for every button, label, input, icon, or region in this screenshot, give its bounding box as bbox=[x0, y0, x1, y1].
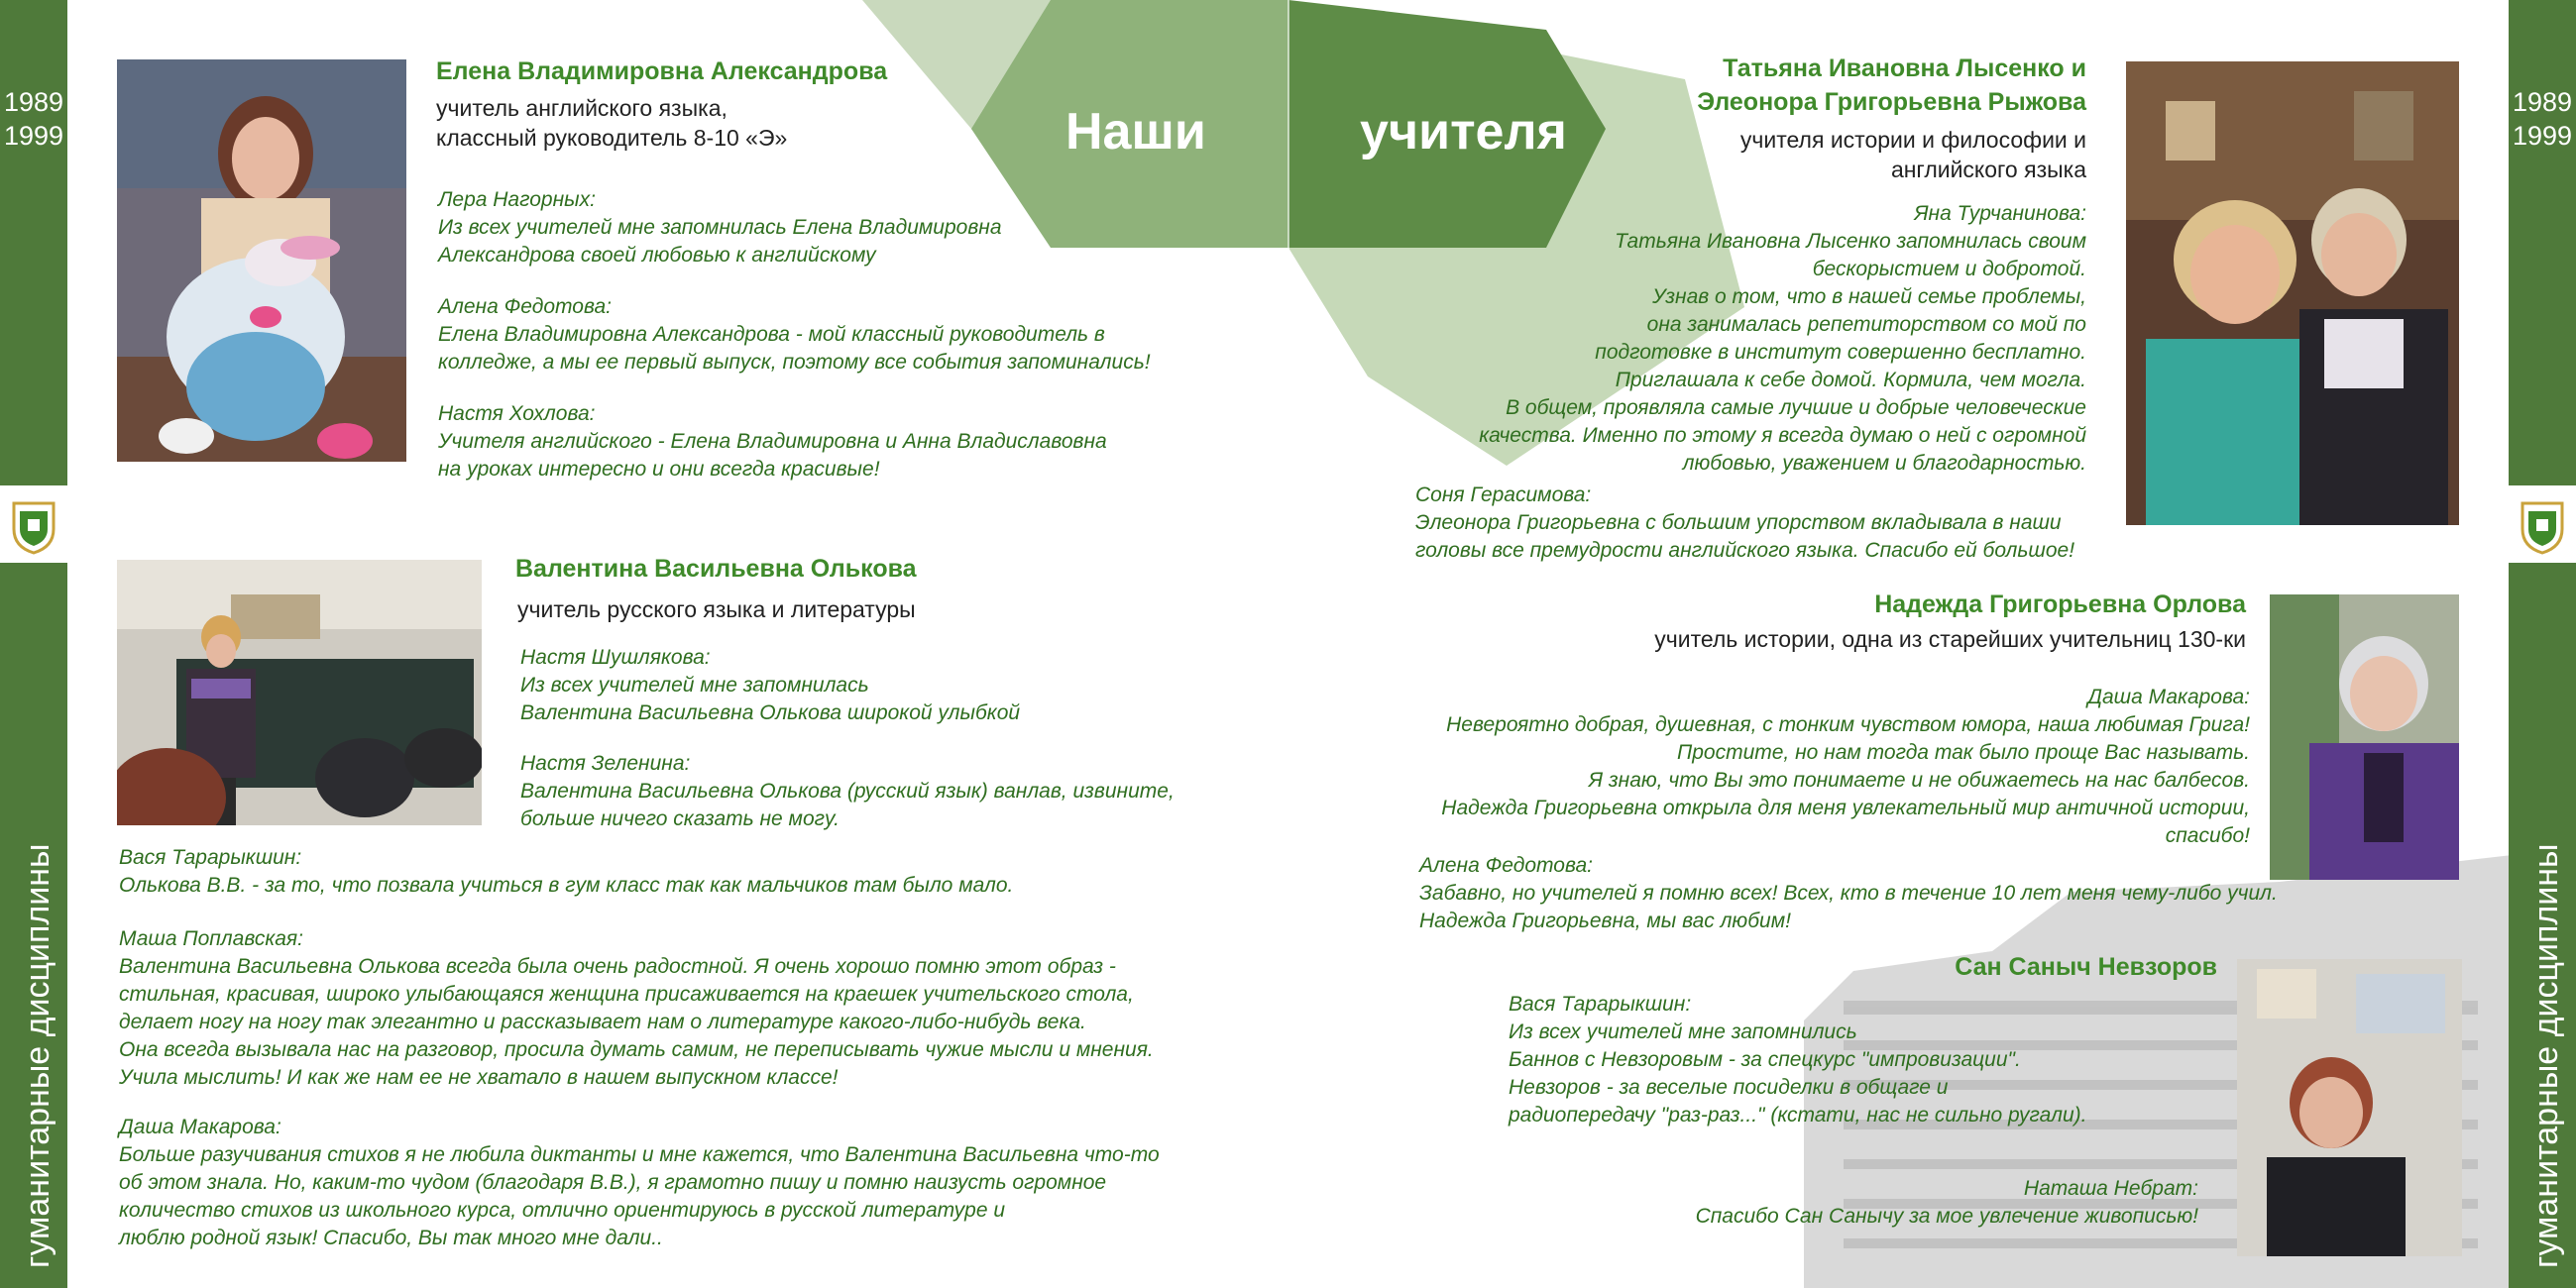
role-line: учитель русского языка и литературы bbox=[517, 596, 916, 622]
quote-gerasimova bbox=[1415, 482, 2074, 565]
quote-text: Татьяна Ивановна Лысенко запомнилась своим бескорыстием и добротой. Узнав о том, что в нашей семье проблемы, она занималась репетиторством со мой по подготовке в институт совершенно бесплатно. Приглашала к себе домой. Кормила, чем могла. В общем, проявляла самые лучшие и добрые человеческие качества. Именно по этому я всегда думаю о ней с огромной любовью, уважением и благодарностью. bbox=[1479, 230, 2086, 475]
teacher-name-nevzorov: Сан Саныч Невзоров bbox=[1955, 953, 2217, 981]
teacher-role-olkova bbox=[517, 594, 916, 624]
teacher-role-lysenko-ryzhova bbox=[1586, 125, 2086, 184]
section-title: гуманитарные дисциплины bbox=[19, 843, 56, 1268]
role-line: классный руководитель 8-10 «Э» bbox=[436, 125, 788, 151]
quote-author: Соня Герасимова: bbox=[1415, 483, 1592, 506]
year-start: 1989 bbox=[3, 87, 64, 117]
teacher-role-orlova bbox=[1487, 624, 2246, 654]
sidebar-band-top bbox=[0, 0, 67, 485]
page-title-right: учителя bbox=[1360, 103, 1567, 161]
quote-author: Вася Тарарыкшин: bbox=[1509, 993, 1692, 1016]
quote-poplavskaya bbox=[119, 925, 1154, 1092]
quote-author: Яна Турчанинова: bbox=[1914, 202, 2086, 225]
quote-text: Из всех учителей мне запомнились Баннов с Невзоровым - за спецкурс "импровизации". Невзоров - за веселые посиделки в общаге и радиопередачу "раз-раз..." (кстати, нас не сильно ругали). bbox=[1509, 1020, 2087, 1127]
quote-author: Лера Нагорных: bbox=[438, 188, 596, 211]
year-start: 1989 bbox=[2512, 87, 2573, 117]
right-sidebar bbox=[2509, 0, 2576, 1288]
quote-author: Вася Тарарыкшин: bbox=[119, 846, 302, 869]
years-label bbox=[0, 85, 67, 153]
role-line: английского языка bbox=[1890, 157, 2086, 182]
role-line: учитель истории, одна из старейших учительниц 130-ки bbox=[1654, 626, 2246, 652]
year-end: 1999 bbox=[3, 121, 64, 151]
quote-text: Элеонора Григорьевна с большим упорством вкладывала в наши головы все премудрости английского языка. Спасибо ей большое! bbox=[1415, 511, 2075, 562]
quote-nagornykh bbox=[438, 186, 1002, 269]
school-emblem-icon bbox=[2519, 495, 2566, 555]
quote-author: Настя Шушлякова: bbox=[520, 646, 711, 669]
quote-makarova-1 bbox=[119, 1114, 1160, 1252]
quote-shushlyakova bbox=[520, 644, 1020, 727]
quote-text: Валентина Васильевна Олькова (русский язык) ванлав, извините, больше ничего сказать не могу. bbox=[520, 780, 1175, 830]
quote-text: Учителя английского - Елена Владимировна и Анна Владиславовна на уроках интересно и они всегда красивые! bbox=[438, 430, 1107, 481]
quote-text: Олькова В.В. - за то, что позвала учиться в гум класс так как мальчиков там было мало. bbox=[119, 874, 1014, 897]
teacher-photo-orlova bbox=[2270, 594, 2459, 880]
quote-text: Елена Владимировна Александрова - мой классный руководитель в колледже, а мы ее первый выпуск, поэтому все события запоминались! bbox=[438, 323, 1151, 374]
teacher-name-orlova: Надежда Григорьевна Орлова bbox=[1874, 590, 2246, 618]
teacher-role-alexandrova bbox=[436, 93, 787, 153]
quote-khokhlova bbox=[438, 400, 1107, 483]
teacher-name-lysenko-ryzhova: Татьяна Ивановна Лысенко и Элеонора Григорьевна Рыжова bbox=[1697, 54, 2086, 116]
teacher-photo-olkova bbox=[117, 560, 482, 825]
quote-text: Невероятно добрая, душевная, с тонким чувством юмора, наша любимая Грига! Простите, но нам тогда так было проще Вас называть. Я знаю, что Вы это понимаете и не обижаетесь на нас балбесов. Надежда Григорьевна открыла для меня увлекательный мир античной истории, спасибо! bbox=[1441, 713, 2250, 847]
years-label bbox=[2509, 85, 2576, 153]
quote-author: Настя Хохлова: bbox=[438, 402, 596, 425]
quote-fedotova-2 bbox=[1419, 852, 2278, 935]
quote-text: Валентина Васильевна Олькова всегда была очень радостной. Я очень хорошо помню этот образ - стильная, красивая, широко улыбающаяся женщина присаживается на краешек учительского стола, делает ногу на ногу так элегантно и рассказывает нам о литературе какого-либо-нибудь века. Она всегда вызывала нас на разговор, просила думать самим, не переписывать чужие мысли и мнения. Учила мыслить! И как же нам ее не хватало в нашем выпускном классе! bbox=[119, 955, 1154, 1089]
section-title-vertical bbox=[0, 594, 67, 1268]
quote-author: Даша Макарова: bbox=[2087, 686, 2250, 708]
role-line: учителя истории и философии и bbox=[1739, 127, 2086, 153]
quote-author: Даша Макарова: bbox=[119, 1116, 281, 1138]
teacher-photo-alexandrova bbox=[117, 59, 406, 462]
quote-text: Больше разучивания стихов я не любила диктанты и мне кажется, что Валентина Васильевна что-то об этом знала. Но, каким-то чудом (благодаря В.В.), я грамотно пишу и помню наизусть огромное количество стихов из школьного курса, отлично ориентируюсь в русской литературе и люблю родной язык! Спасибо, Вы так много мне дали.. bbox=[119, 1143, 1160, 1249]
quote-makarova-2 bbox=[1388, 684, 2250, 850]
school-emblem-icon bbox=[10, 495, 57, 555]
quote-author: Маша Поплавская: bbox=[119, 927, 303, 950]
left-sidebar bbox=[0, 0, 67, 1288]
teacher-photo-lysenko-ryzhova bbox=[2126, 61, 2459, 525]
teacher-photo-nevzorov bbox=[2237, 959, 2462, 1256]
teacher-name-olkova: Валентина Васильевна Олькова bbox=[515, 555, 917, 583]
section-title-vertical bbox=[2509, 594, 2576, 1268]
page-title-left: Наши bbox=[1065, 103, 1206, 161]
role-line: учитель английского языка, bbox=[436, 95, 728, 121]
quote-tararykshin-1 bbox=[119, 844, 1013, 900]
quote-text: Забавно, но учителей я помню всех! Всех, кто в течение 10 лет меня чему-либо учил. Надежда Григорьевна, мы вас любим! bbox=[1419, 882, 2278, 932]
sidebar-band-top bbox=[2509, 0, 2576, 485]
year-end: 1999 bbox=[2512, 121, 2573, 151]
quote-text: Из всех учителей мне запомнилась Валентина Васильевна Олькова широкой улыбкой bbox=[520, 674, 1021, 724]
quote-text: Спасибо Сан Санычу за мое увлечение живописью! bbox=[1695, 1205, 2198, 1228]
quote-author: Наташа Небрат: bbox=[2023, 1177, 2198, 1200]
quote-turchaninova bbox=[1388, 200, 2086, 478]
quote-author: Настя Зеленина: bbox=[520, 752, 691, 775]
quote-text: Из всех учителей мне запомнилась Елена Владимировна Александрова своей любовью к английскому bbox=[438, 216, 1002, 267]
quote-tararykshin-2 bbox=[1509, 991, 2086, 1129]
quote-zelenina bbox=[520, 750, 1175, 833]
quote-author: Алена Федотова: bbox=[438, 295, 612, 318]
quote-author: Алена Федотова: bbox=[1419, 854, 1593, 877]
teacher-name-alexandrova: Елена Владимировна Александрова bbox=[436, 57, 888, 85]
quote-nebrat bbox=[1586, 1175, 2198, 1231]
quote-fedotova-1 bbox=[438, 293, 1151, 376]
section-title: гуманитарные дисциплины bbox=[2527, 843, 2565, 1268]
